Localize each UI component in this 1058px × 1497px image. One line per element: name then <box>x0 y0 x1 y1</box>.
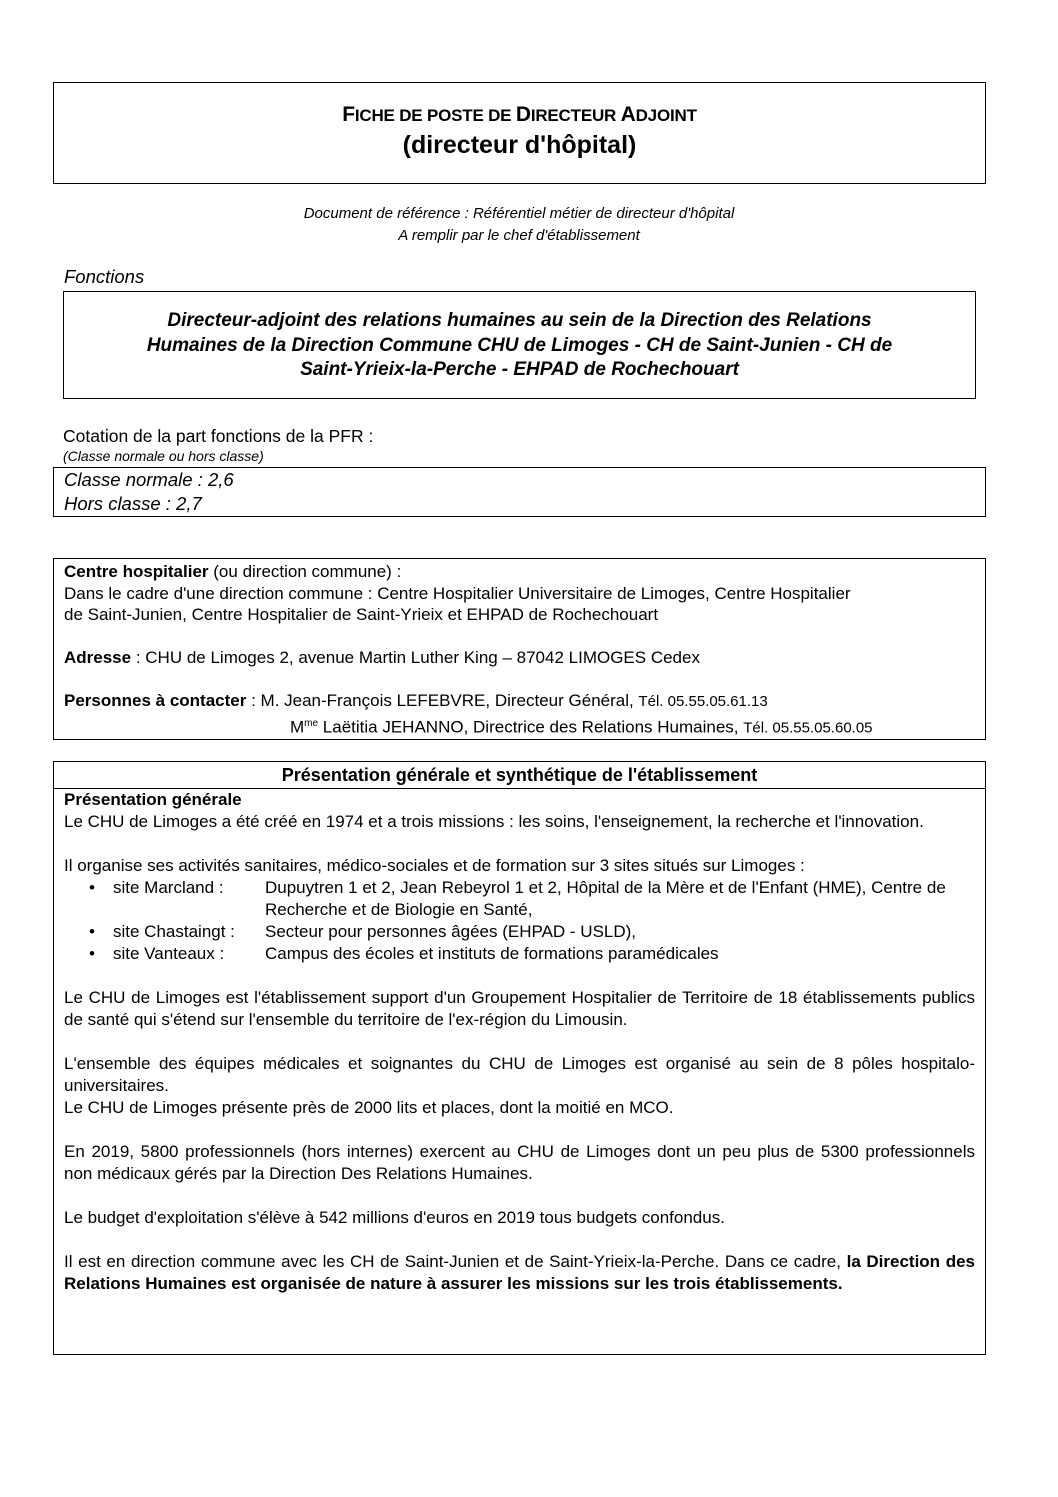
paragraph-poles: L'ensemble des équipes médicales et soignantes du CHU de Limoges est organisé au sein de 8 pôles hospitalo-universitaires. <box>64 1054 975 1095</box>
reference-line: Document de référence : Référentiel métier de directeur d'hôpital <box>303 205 735 222</box>
contact-2: $M^{me}$ Laëtitia JEHANNO, Directrice des Relations Humaines, Tél. 05.55.05.60.05 <box>290 717 873 737</box>
centre-line-1: Dans le cadre d'une direction commune : Centre Hospitalier Universitaire de Limoges, Centre Hospitalier <box>64 583 851 603</box>
fonction-line-2: Humaines de la Direction Commune CHU de Limoges - CH de Saint-Junien - CH de <box>146 334 893 356</box>
paragraph-professionnels: En 2019, 5800 professionnels (hors internes) exercent au CHU de Limoges dont un peu plus de 5300 professionnels non médicaux gérés par la Direction Des Relations Humaines. <box>64 1142 975 1183</box>
cotation-label: Cotation de la part fonctions de la PFR : <box>63 426 374 446</box>
paragraph-direction-commune: Il est en direction commune avec les CH de Saint-Junien et de Saint-Yrieix-la-Perche. Dans ce cadre, la Direction des Relations Humaines est organisée de nature à assurer les missions sur les trois établissements. <box>64 1252 975 1293</box>
presentation-subheader: Présentation générale <box>64 790 242 809</box>
list-item: • site Marcland : Dupuytren 1 et 2, Jean Rebeyrol 1 et 2, Hôpital de la Mère et de l'Enfant (HME), Centre de Recherche et de Biologie en Santé, <box>89 878 946 919</box>
sites-list <box>64 877 975 965</box>
fonctions-label: Fonctions <box>64 266 145 287</box>
fill-instruction: A remplir par le chef d'établissement <box>398 227 640 244</box>
centre-box <box>53 558 986 740</box>
classe-box <box>53 467 986 517</box>
paragraph-budget: Le budget d'exploitation s'élève à 542 millions d'euros en 2019 tous budgets confondus. <box>64 1208 725 1227</box>
document-subtitle: (directeur d'hôpital) <box>402 131 637 159</box>
paragraph-sites: Il organise ses activités sanitaires, médico-sociales et de formation sur 3 sites situés sur Limoges : <box>64 856 805 875</box>
title-box <box>53 82 986 184</box>
centre-line-2: de Saint-Junien, Centre Hospitalier de Saint-Yrieix et EHPAD de Rochechouart <box>64 605 659 624</box>
fonction-line-1: Directeur-adjoint des relations humaines au sein de la Direction des Relations <box>167 310 872 331</box>
centre-heading: Centre hospitalier (ou direction commune) : <box>64 562 402 581</box>
hors-classe: Hors classe : 2,7 <box>64 493 202 514</box>
list-item: • site Chastaingt : Secteur pour personnes âgées (EHPAD - USLD), <box>89 922 637 941</box>
paragraph-ght: Le CHU de Limoges est l'établissement support d'un Groupement Hospitalier de Territoire de 18 établissements publics de santé qui s'étend sur l'ensemble du territoire de l'ex-région du Limousin. <box>64 988 975 1029</box>
presentation-header: Présentation générale et synthétique de l'établissement <box>54 763 985 789</box>
classe-normale: Classe normale : 2,6 <box>64 469 234 490</box>
fonction-box <box>63 291 976 399</box>
paragraph-missions: Le CHU de Limoges a été créé en 1974 et a trois missions : les soins, l'enseignement, la recherche et l'innovation. <box>64 812 924 831</box>
cotation-sub: (Classe normale ou hors classe) <box>63 448 264 464</box>
list-item: • site Vanteaux : Campus des écoles et instituts de formations paramédicales <box>89 944 719 963</box>
presentation-box <box>53 761 986 1355</box>
document-title: FICHE DE POSTE DE DIRECTEUR ADJOINT <box>342 103 697 126</box>
paragraph-lits: Le CHU de Limoges présente près de 2000 lits et places, dont la moitié en MCO. <box>64 1098 674 1117</box>
fonction-line-3: Saint-Yrieix-la-Perche - EHPAD de Rochechouart <box>300 359 739 380</box>
contact-1: Personnes à contacter : M. Jean-François LEFEBVRE, Directeur Général, Tél. 05.55.05.61.13 <box>64 691 768 710</box>
adresse: Adresse : CHU de Limoges 2, avenue Martin Luther King – 87042 LIMOGES Cedex <box>64 648 700 667</box>
